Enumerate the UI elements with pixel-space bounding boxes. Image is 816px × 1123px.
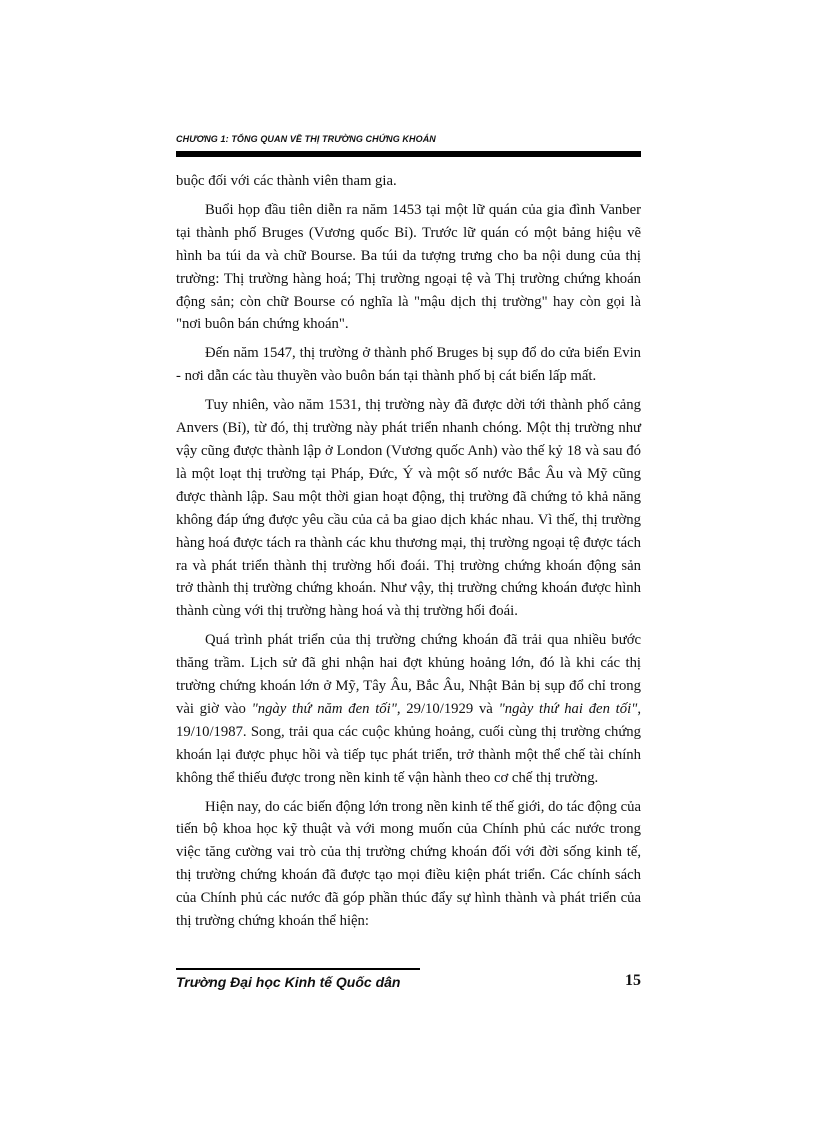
header-rule [176, 151, 641, 157]
chapter-header: CHƯƠNG 1: TỔNG QUAN VỀ THỊ TRƯỜNG CHỨNG KHOÁN [176, 134, 436, 144]
crises-text-part1: Quá trình phát triển của thị trường chứng khoán đã trải qua nhiều bước thăng trầm. Lịch sử đã ghi nhận hai đợt khủng hoảng lớn, đó là khi các thị trường chứng khoán lớn ở Mỹ, Tây Âu, Bắc Âu, Nhật Bản bị sụp đổ chỉ trong vài giờ vào [176, 632, 641, 717]
paragraph-bruges-collapse: Đến năm 1547, thị trường ở thành phố Bruges bị sụp đổ do cửa biển Evin - nơi dẫn các tàu thuyền vào buôn bán tại thành phố bị cát biển lấp mất. [176, 345, 641, 385]
crises-text-part3: , 19/10/1987. Song, trải qua các cuộc khủng hoảng, cuối cùng thị trường chứng khoán lại được phục hồi và tiếp tục phát triển, trở thành một thể chế tài chính không thể thiếu được trong nền kinh tế vận hành theo cơ chế thị trường. [176, 700, 642, 786]
paragraph-market-expansion: Tuy nhiên, vào năm 1531, thị trường này đã được dời tới thành phố cảng Anvers (Bỉ), từ đó, thị trường này phát triển nhanh chóng. Một thị trường như vậy cũng được thành lập ở London (Vương quốc Anh) vào thế kỷ 18 và sau đó là một loạt thị trường tại Pháp, Đức, Ý và một số nước Bắc Âu và Mỹ cũng được thành lập. Sau một thời gian hoạt động, thị trường đã chứng tỏ khả năng không đáp ứng được yêu cầu của cả ba giao dịch khác nhau. Vì thế, thị trường hàng hoá được tách ra thành các khu thương mại, thị trường ngoại tệ được tách ra và phát triển thành thị trường hối đoái. Thị trường chứng khoán động sản trở thành thị trường chứng khoán. Như vậy, thị trường chứng khoán được hình thành cùng với thị trường hàng hoá và thị trường hối đoái. [176, 397, 641, 620]
footer-university: Trường Đại học Kinh tế Quốc dân [176, 974, 401, 990]
page-body [176, 170, 641, 933]
black-thursday-term: "ngày thứ năm đen tối" [251, 700, 397, 717]
paragraph-first-meeting: Buổi họp đầu tiên diễn ra năm 1453 tại một lữ quán của gia đình Vanber tại thành phố Bruges (Vương quốc Bỉ). Trước lữ quán có một bảng hiệu vẽ hình ba túi da và chữ Bourse. Ba túi da tượng trưng cho ba nội dung của thị trường: Thị trường hàng hoá; Thị trường ngoại tệ và Thị trường chứng khoán động sản; còn chữ Bourse có nghĩa là "mậu dịch thị trường" hay còn gọi là "nơi buôn bán chứng khoán". [176, 201, 641, 333]
page-number: 15 [625, 972, 641, 989]
black-monday-term: "ngày thứ hai đen tối" [498, 700, 638, 717]
paragraph-current-development: Hiện nay, do các biến động lớn trong nền kinh tế thế giới, do tác động của tiến bộ khoa học kỹ thuật và với mong muốn của Chính phủ các nước trong việc tăng cường vai trò của thị trường chứng khoán đối với đời sống kinh tế, thị trường chứng khoán đã được tạo mọi điều kiện phát triển. Các chính sách của Chính phủ các nước đã góp phần thúc đẩy sự hình thành và phát triển của thị trường chứng khoán thể hiện: [176, 798, 641, 930]
paragraph-continuation: buộc đối với các thành viên tham gia. [176, 173, 397, 189]
crises-text-part2: , 29/10/1929 và [396, 700, 499, 717]
paragraph-crises [176, 629, 641, 789]
footer-rule [176, 968, 420, 970]
